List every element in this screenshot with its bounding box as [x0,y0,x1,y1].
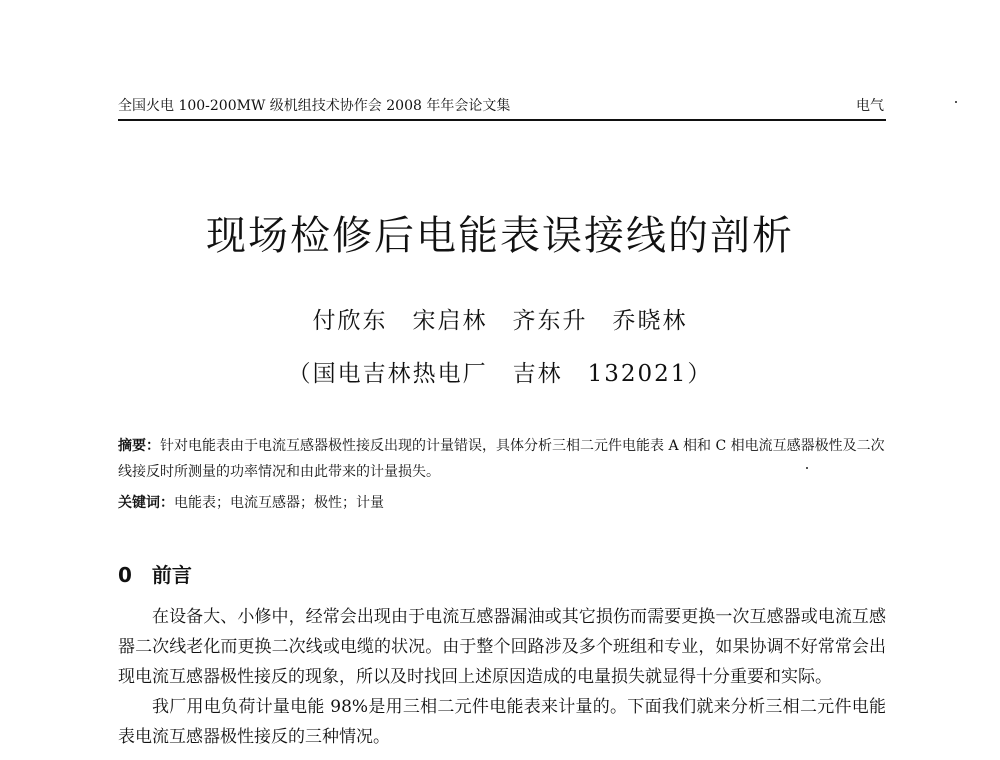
section-heading [118,559,192,588]
header-proceedings-title: 全国火电 100-200MW 级机组技术协作会 2008 年年会论文集 [118,98,511,114]
abstract-label: 摘要： [118,438,160,454]
keywords [118,490,888,516]
section-number: 0 [118,563,132,587]
keywords-label: 关键词： [118,495,174,511]
paper-title: 现场检修后电能表误接线的剖析 [206,213,794,259]
abstract [118,433,888,485]
abstract-text: 针对电能表由于电流互感器极性接反出现的计量错误，具体分析三相二元件电能表 A 相和 C 相电流互感器极性及二次线接反时所测量的功率情况和由此带来的计量损失。 [118,438,885,480]
section-title: 前言 [151,563,192,587]
paragraph: 在设备大、小修中，经常会出现由于电流互感器漏油或其它损伤而需要更换一次互感器或电流互感器二次线老化而更换二次线或电缆的状况。由于整个回路涉及多个班组和专业，如果协调不好常常会出现电流互感器极性接反的现象，所以及时找回上述原因造成的电量损失就显得十分重要和实际。 [118,607,886,687]
author-affiliation: （国电吉林热电厂 吉林 132021） [287,361,713,387]
header-section-name: 电气 [856,98,884,114]
body-text [118,602,886,752]
scan-speck [955,101,957,103]
running-header [118,97,886,121]
paragraph: 我厂用电负荷计量电能 98%是用三相二元件电能表来计量的。下面我们就来分析三相二元件电能表电流互感器极性接反的三种情况。 [118,697,886,747]
keywords-text: 电能表；电流互感器；极性；计量 [174,495,384,511]
author-list: 付欣东 宋启林 齐东升 乔晓林 [312,308,688,334]
